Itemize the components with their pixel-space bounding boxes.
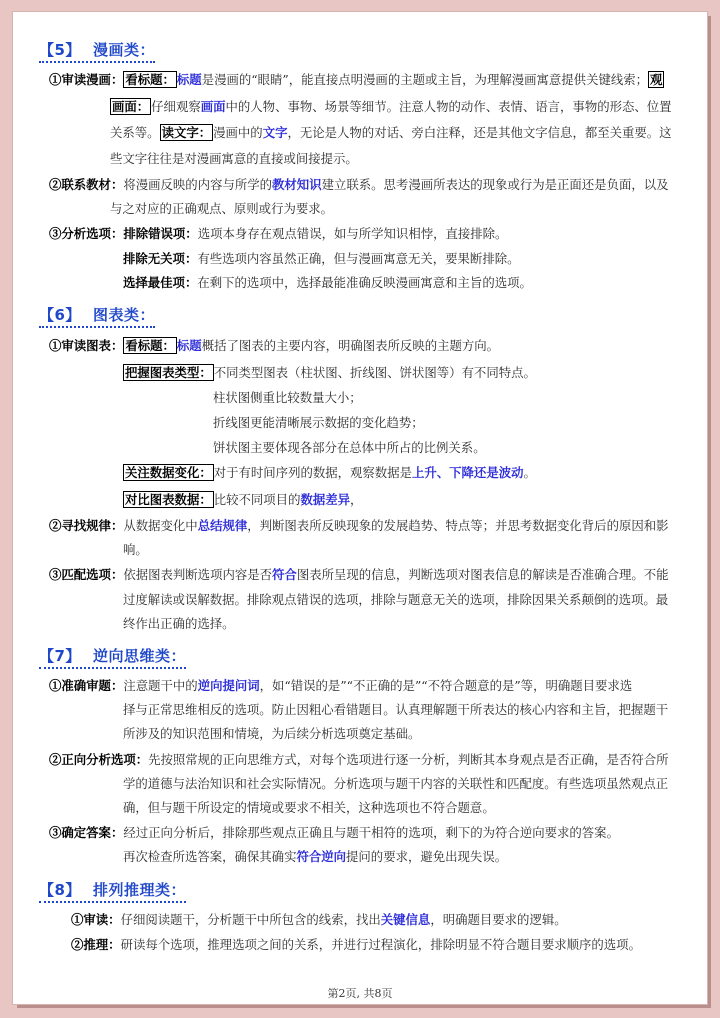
section-heading-5: 【5】 漫画类： xyxy=(39,39,155,63)
s5-item1-line3: 关系等。 读文字： 漫画中的文字，无论是人物的对话、旁白注释，还是其他文字信息，都至关重要。这 xyxy=(110,125,672,140)
s6-item2-line2: 响。 xyxy=(123,542,148,557)
s8-item1-line1: ①审读：仔细阅读题干，分析题干中所包含的线索，找出关键信息，明确题目要求的逻辑。 xyxy=(71,912,567,927)
s6-line-note: 折线图更能清晰展示数据的变化趋势； xyxy=(213,415,424,430)
s7-item2-line3: 确，但与题干所设定的情境或要求不相关，这种选项也不符合题意。 xyxy=(123,800,495,815)
s6-item2-line1: ②寻找规律：从数据变化中总结规律，判断图表所反映现象的发展趋势、特点等；并思考数据变化背后的原因和影 xyxy=(49,518,669,533)
s5-item1-line2: 画面： 仔细观察画面中的人物、事物、场景等细节。注意人物的动作、表情、语言，事物的形态、位置 xyxy=(112,99,672,114)
s5-item2-line1: ②联系教材：将漫画反映的内容与所学的教材知识建立联系。思考漫画所表达的现象或行为是正面还是负面，以及 xyxy=(49,177,669,192)
s6-item3-line2: 过度解读或误解数据。排除观点错误的选项，排除与题意无关的选项，排除因果关系颠倒的选项。最 xyxy=(123,592,669,607)
s7-item1-line3: 所涉及的知识范围和情境，为后续分析选项奠定基础。 xyxy=(123,726,421,741)
s6-bar-note: 柱状图侧重比较数量大小； xyxy=(213,390,362,405)
page-footer: 第2页, 共8页 xyxy=(327,987,393,1000)
s5-item1-line1: ①审读漫画： 看标题： 标题是漫画的“眼睛”，能直接点明漫画的主题或主旨，为理解漫画寓意提供关键线索； 观 xyxy=(49,72,663,87)
s5-item1-line4: 些文字往往是对漫画寓意的直接或间接提示。 xyxy=(110,151,358,166)
s7-item2-line1: ②正向分析选项：先按照常规的正向思维方式，对每个选项进行逐一分析，判断其本身观点是否正确，是否符合所 xyxy=(49,752,669,767)
s7-item2-line2: 学的道德与法治知识和社会实际情况。分析选项与题干内容的关联性和匹配度。有些选项虽然观点正 xyxy=(123,776,669,791)
s6-item3-line3: 终作出正确的选择。 xyxy=(123,616,235,631)
section-heading-7: 【7】 逆向思维类： xyxy=(39,645,186,669)
s6-item1-data-change: 关注数据变化： 对于有时间序列的数据，观察数据是上升、下降还是波动。 xyxy=(125,465,536,480)
s5-item3-line1: ③分析选项：排除错误项：选项本身存在观点错误，如与所学知识相悖，直接排除。 xyxy=(49,226,508,241)
s6-item3-line1: ③匹配选项：依据图表判断选项内容是否符合图表所呈现的信息，判断选项对图表信息的解读是否准确合理。不能 xyxy=(49,567,669,582)
s7-item1-line2: 择与正常思维相反的选项。防止因粗心看错题目。认真理解题干所表达的核心内容和主旨，把握题干 xyxy=(123,702,669,717)
s6-item1-line1: ①审读图表： 看标题： 标题概括了图表的主要内容，明确图表所反映的主题方向。 xyxy=(49,338,500,353)
s6-item1-line2: 把握图表类型： 不同类型图表（柱状图、折线图、饼状图等）有不同特点。 xyxy=(125,365,536,380)
s6-pie-note: 饼状图主要体现各部分在总体中所占的比例关系。 xyxy=(213,440,486,455)
s6-item1-data-compare: 对比图表数据： 比较不同项目的数据差异， xyxy=(125,492,363,507)
s5-item3-line2: 排除无关项：有些选项内容虽然正确，但与漫画寓意无关，要果断排除。 xyxy=(123,251,520,266)
section-heading-8: 【8】 排列推理类： xyxy=(39,879,186,903)
s5-item2-line2: 与之对应的正确观点、原则或行为要求。 xyxy=(110,201,334,216)
s8-item2-line1: ②推理：研读每个选项，推理选项之间的关系，并进行过程演化，排除明显不符合题目要求顺序的选项。 xyxy=(71,937,641,952)
section-heading-6: 【6】 图表类： xyxy=(39,304,155,328)
s7-item3-line1: ③确定答案：经过正向分析后，排除那些观点正确且与题干相符的选项，剩下的为符合逆向要求的答案。 xyxy=(49,825,619,840)
document-page xyxy=(13,12,707,1004)
s7-item1-line1: ①准确审题：注意题干中的逆向提问词，如“错误的是”“不正确的是”“不符合题意的是”等，明确题目要求选 xyxy=(49,678,633,693)
s5-item3-line3: 选择最佳项：在剩下的选项中，选择最能准确反映漫画寓意和主旨的选项。 xyxy=(123,275,532,290)
s7-item3-line2: 再次检查所选答案，确保其确实符合逆向提问的要求，避免出现失误。 xyxy=(123,849,508,864)
